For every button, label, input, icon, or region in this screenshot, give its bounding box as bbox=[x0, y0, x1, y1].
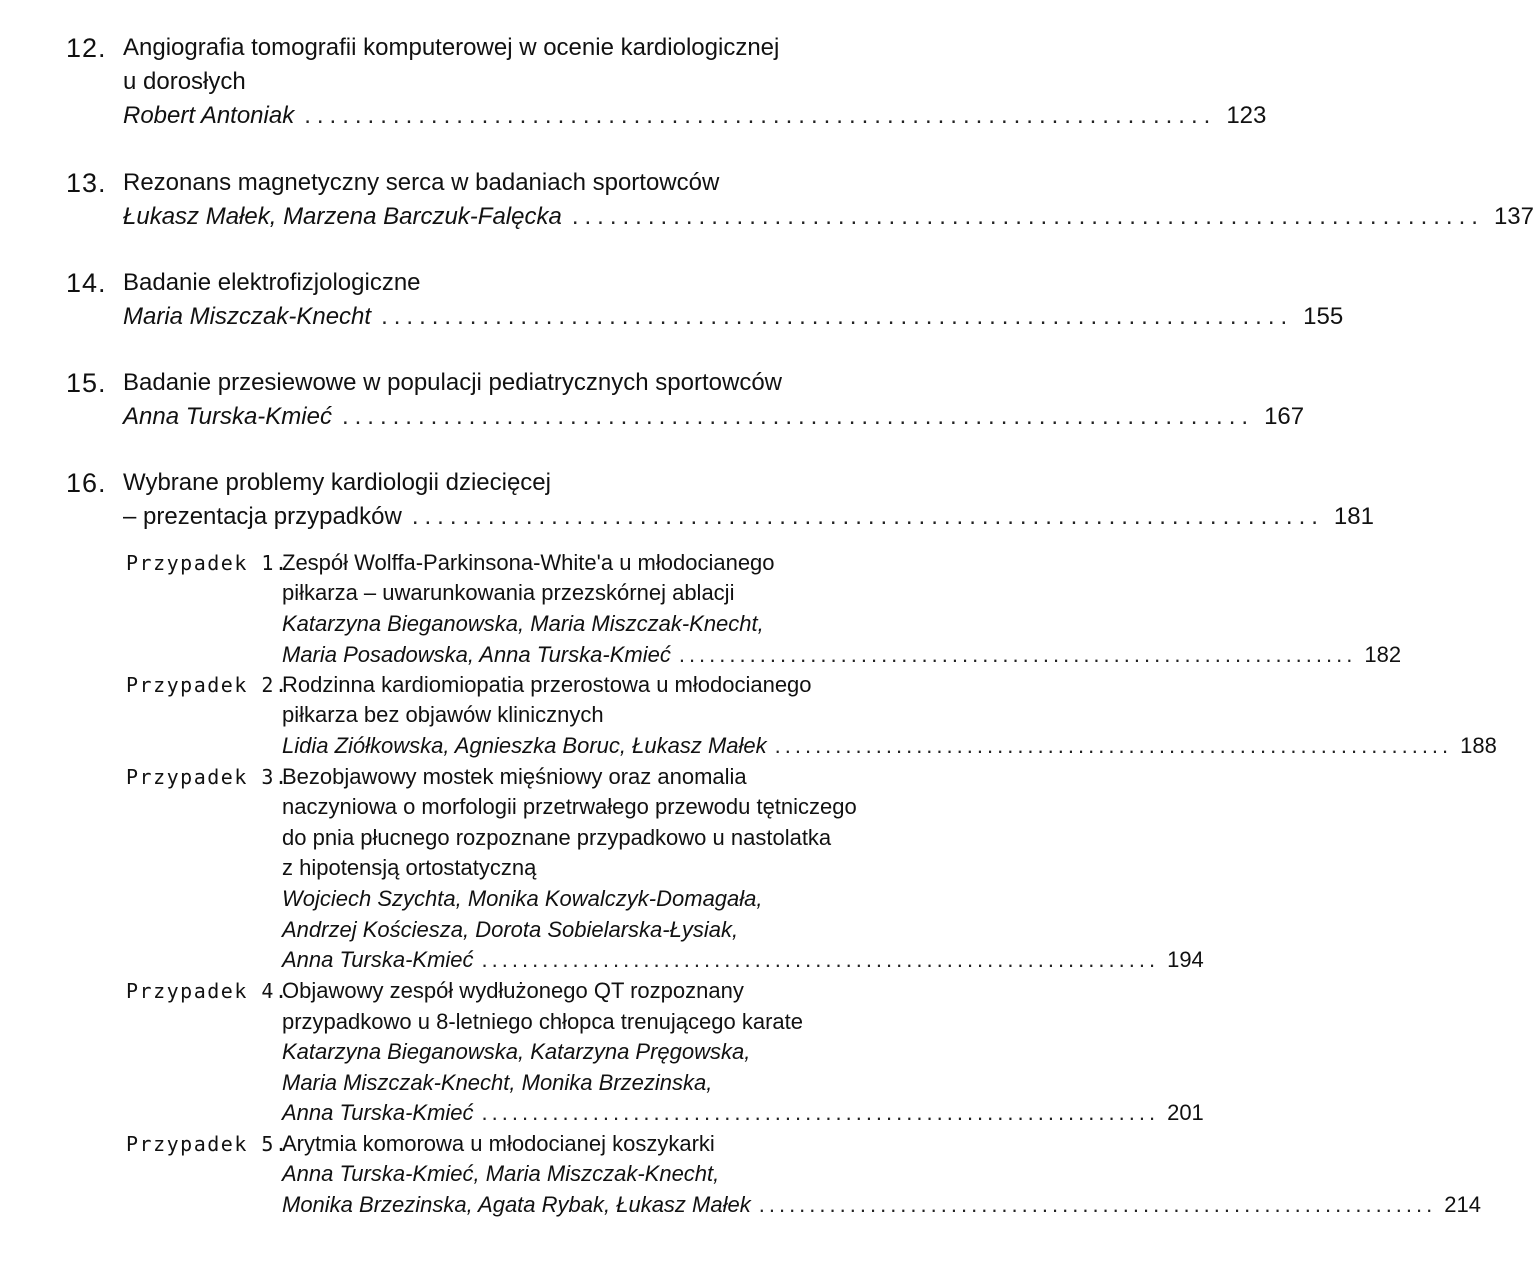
dot-leader: ................................................................... bbox=[774, 733, 1453, 758]
dot-leader: ........................................................................ bbox=[571, 203, 1484, 230]
page-number: 123 bbox=[1226, 102, 1267, 129]
case-title-line: Zespół Wolffa-Parkinsona-White'a u młodocianego bbox=[282, 550, 775, 575]
case-author-line: Wojciech Szychta, Monika Kowalczyk-Domagała, bbox=[282, 886, 763, 911]
case-author-leader-line bbox=[282, 640, 1402, 670]
chapter-author-line bbox=[123, 300, 1344, 334]
chapter-authors: Robert Antoniak bbox=[123, 102, 295, 129]
case-title-line: Objawowy zespół wydłużonego QT rozpoznany bbox=[282, 978, 744, 1003]
case-author-line: Maria Posadowska, Anna Turska-Kmieć bbox=[282, 642, 671, 667]
case-author-leader-line bbox=[282, 945, 1204, 975]
chapter-authors: Maria Miszczak-Knecht bbox=[123, 303, 372, 330]
chapter-number: 14. bbox=[66, 268, 107, 298]
case-author-leader-line bbox=[282, 731, 1497, 761]
case-title-line: naczyniowa o morfologii przetrwałego przewodu tętniczego bbox=[282, 794, 857, 819]
case-author-line: Anna Turska-Kmieć, Maria Miszczak-Knecht, bbox=[282, 1161, 720, 1186]
dot-leader: ................................................................... bbox=[481, 1100, 1160, 1125]
case-author-line: Andrzej Kościesza, Dorota Sobielarska-Łysiak, bbox=[282, 917, 739, 942]
chapter-number: 16. bbox=[66, 468, 107, 498]
case-label: Przypadek 5. bbox=[126, 1132, 289, 1156]
page-number: 181 bbox=[1333, 503, 1374, 530]
case-title-line: Arytmia komorowa u młodocianej koszykarki bbox=[282, 1131, 715, 1156]
chapter-authors: Łukasz Małek, Marzena Barczuk-Falęcka bbox=[123, 203, 562, 230]
page-number: 188 bbox=[1460, 733, 1497, 758]
case-title-line: Bezobjawowy mostek mięśniowy oraz anomalia bbox=[282, 764, 747, 789]
chapter-title-line: u dorosłych bbox=[123, 68, 246, 95]
dot-leader: ........................................................................ bbox=[381, 303, 1294, 330]
chapter-author-line bbox=[123, 99, 1267, 133]
case-label: Przypadek 4. bbox=[126, 979, 289, 1003]
chapter-title-line: Angiografia tomografii komputerowej w ocenie kardiologicznej bbox=[123, 34, 780, 61]
chapter-title-line: Badanie przesiewowe w populacji pediatrycznych sportowców bbox=[123, 369, 783, 396]
dot-leader: ........................................................................ bbox=[304, 102, 1217, 129]
case-title-line: przypadkowo u 8-letniego chłopca trenującego karate bbox=[282, 1009, 803, 1034]
case-author-leader-line bbox=[282, 1098, 1204, 1128]
case-author-line: Lidia Ziółkowska, Agnieszka Boruc, Łukasz Małek bbox=[282, 733, 767, 758]
dot-leader: ................................................................... bbox=[758, 1192, 1437, 1217]
case-title-line: do pnia płucnego rozpoznane przypadkowo u nastolatka bbox=[282, 825, 832, 850]
case-title-line: Rodzinna kardiomiopatia przerostowa u młodocianego bbox=[282, 672, 812, 697]
dot-leader: ................................................................... bbox=[678, 642, 1357, 667]
dot-leader: ................................................................... bbox=[481, 947, 1160, 972]
chapter-author-line bbox=[123, 200, 1534, 234]
chapter-title-line: – prezentacja przypadków bbox=[123, 503, 402, 530]
chapter-authors: Anna Turska-Kmieć bbox=[123, 403, 332, 430]
case-label: Przypadek 2. bbox=[126, 673, 289, 697]
case-label: Przypadek 1. bbox=[126, 551, 289, 575]
chapter-author-line bbox=[123, 400, 1305, 434]
page-number: 155 bbox=[1303, 303, 1344, 330]
page-number: 214 bbox=[1444, 1192, 1481, 1217]
dot-leader: ........................................................................ bbox=[411, 503, 1324, 530]
case-author-line: Maria Miszczak-Knecht, Monika Brzezinska, bbox=[282, 1070, 713, 1095]
page-number: 182 bbox=[1364, 642, 1402, 667]
case-author-line: Katarzyna Bieganowska, Katarzyna Pręgowska, bbox=[282, 1039, 751, 1064]
chapter-number: 15. bbox=[66, 368, 107, 398]
case-author-line: Anna Turska-Kmieć bbox=[282, 1100, 474, 1125]
chapter-number: 12. bbox=[66, 33, 107, 63]
case-title-line: piłkarza – uwarunkowania przezskórnej ablacji bbox=[282, 580, 735, 605]
case-author-line: Anna Turska-Kmieć bbox=[282, 947, 474, 972]
case-author-line: Monika Brzezinska, Agata Rybak, Łukasz Małek bbox=[282, 1192, 751, 1217]
page-number: 137 bbox=[1493, 203, 1534, 230]
chapter-title-leader-line bbox=[123, 500, 1374, 534]
case-title-line: piłkarza bez objawów klinicznych bbox=[282, 702, 604, 727]
dot-leader: ........................................................................ bbox=[341, 403, 1255, 430]
chapter-title-line: Badanie elektrofizjologiczne bbox=[123, 269, 421, 296]
case-author-leader-line bbox=[282, 1190, 1481, 1220]
case-title-line: z hipotensją ortostatyczną bbox=[282, 855, 537, 880]
chapter-title-line: Rezonans magnetyczny serca w badaniach sportowców bbox=[123, 169, 720, 196]
chapter-number: 13. bbox=[66, 168, 107, 198]
page-number: 194 bbox=[1167, 947, 1204, 972]
case-label: Przypadek 3. bbox=[126, 765, 289, 789]
page-number: 167 bbox=[1264, 403, 1305, 430]
case-author-line: Katarzyna Bieganowska, Maria Miszczak-Knecht, bbox=[282, 611, 764, 636]
chapter-title-line: Wybrane problemy kardiologii dziecięcej bbox=[123, 469, 551, 496]
page-number: 201 bbox=[1167, 1100, 1204, 1125]
